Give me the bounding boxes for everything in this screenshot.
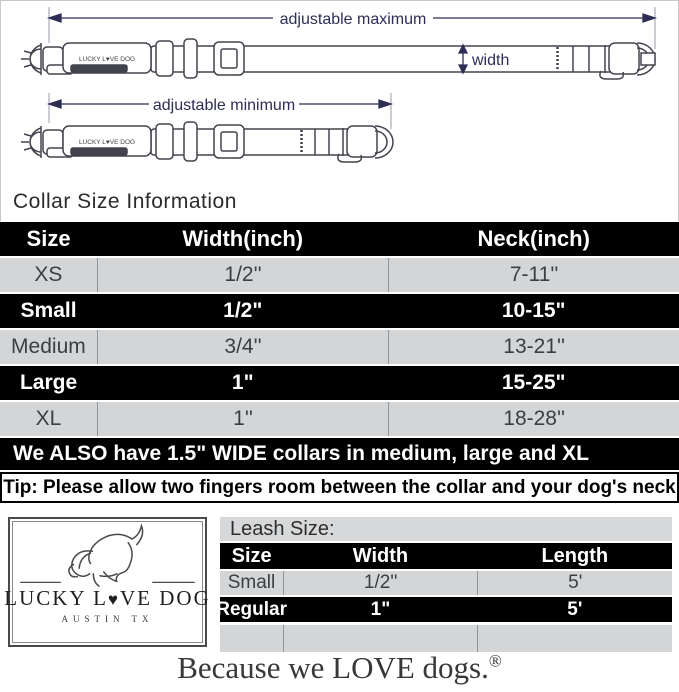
collar-header-width: Width(inch) — [182, 226, 304, 251]
width-value: 1'' — [98, 402, 389, 436]
empty-cell — [220, 625, 284, 652]
collar-diagram-section — [0, 0, 679, 184]
leash-header-length: Length — [541, 544, 609, 567]
length-value: 5' — [567, 598, 583, 620]
leash-row-regular — [216, 597, 672, 622]
leash-header-row — [220, 543, 672, 569]
brand-city: AUSTIN TX — [61, 614, 154, 624]
collar-size-title: Collar Size Information — [13, 190, 237, 213]
adjustable-minimum-label: adjustable minimum — [152, 97, 296, 114]
neck-value: 18-28'' — [503, 407, 565, 430]
collar-header-size: Size — [26, 226, 71, 251]
brand-logo-inner — [4, 521, 211, 643]
table-row-medium — [0, 330, 679, 364]
collar-size-table — [0, 222, 679, 503]
width-value: 1" — [370, 598, 391, 620]
collar-max-tag-text: LUCKY L♥VE DOG — [78, 56, 136, 63]
neck-value: 7-11'' — [509, 263, 559, 286]
size-value: Small — [220, 571, 284, 595]
neck-value: 15-25" — [501, 371, 566, 394]
width-value: 1/2" — [223, 299, 263, 322]
dog-sketch-icon — [13, 522, 202, 588]
table-row-xl — [0, 402, 679, 436]
fit-tip — [0, 472, 679, 503]
width-label: width — [472, 52, 510, 69]
neck-value: 13-21'' — [503, 335, 565, 358]
width-value: 3/4'' — [98, 330, 389, 364]
footer-slogan — [0, 650, 679, 686]
registered-mark — [489, 650, 502, 685]
brand-name — [4, 586, 210, 611]
size-value: Regular — [216, 598, 288, 620]
table-row-small — [0, 294, 679, 328]
adjustable-maximum-label: adjustable maximum — [279, 11, 427, 28]
leash-title-bar — [220, 517, 672, 541]
leash-size-table — [216, 517, 672, 654]
collar-size-title-bar — [0, 183, 679, 221]
empty-cell — [284, 625, 479, 652]
leash-row-small — [220, 571, 672, 595]
wide-collars-banner-text: We ALSO have 1.5" WIDE collars in medium, large and XL — [13, 442, 589, 465]
size-value: XS — [0, 258, 98, 292]
size-value: Medium — [0, 330, 98, 364]
width-value: 1/2'' — [98, 258, 389, 292]
size-value: Small — [20, 299, 77, 322]
collar-diagram-svg — [1, 1, 678, 183]
leash-row-empty — [220, 625, 672, 652]
collar-header-neck: Neck(inch) — [477, 226, 590, 251]
collar-min-drawing — [21, 122, 393, 162]
fit-tip-text: Tip: Please allow two fingers room between the collar and your dog's neck — [3, 476, 676, 498]
brand-name-post: VE DOG — [120, 586, 211, 610]
length-value: 5' — [568, 572, 583, 593]
heart-icon: ♥ — [107, 590, 120, 609]
footer-slogan-text: Because we LOVE dogs. — [177, 650, 489, 685]
wide-collars-banner — [0, 438, 679, 470]
leash-title: Leash Size: — [230, 517, 335, 540]
leash-header-width: Width — [352, 544, 409, 567]
empty-cell — [478, 625, 672, 652]
width-value: 1/2'' — [284, 571, 479, 595]
collar-table-header-row — [0, 222, 679, 256]
registered-symbol: ® — [488, 651, 502, 671]
size-value: Large — [19, 371, 78, 394]
table-row-large — [0, 366, 679, 400]
brand-logo-box — [4, 517, 211, 647]
table-row-xs — [0, 258, 679, 292]
neck-value: 10-15" — [501, 299, 566, 322]
size-value: XL — [0, 402, 98, 436]
width-value: 1" — [231, 371, 254, 394]
leash-header-size: Size — [231, 544, 272, 567]
collar-min-tag-text: LUCKY L♥VE DOG — [78, 139, 136, 146]
brand-name-pre: LUCKY L — [4, 586, 108, 610]
